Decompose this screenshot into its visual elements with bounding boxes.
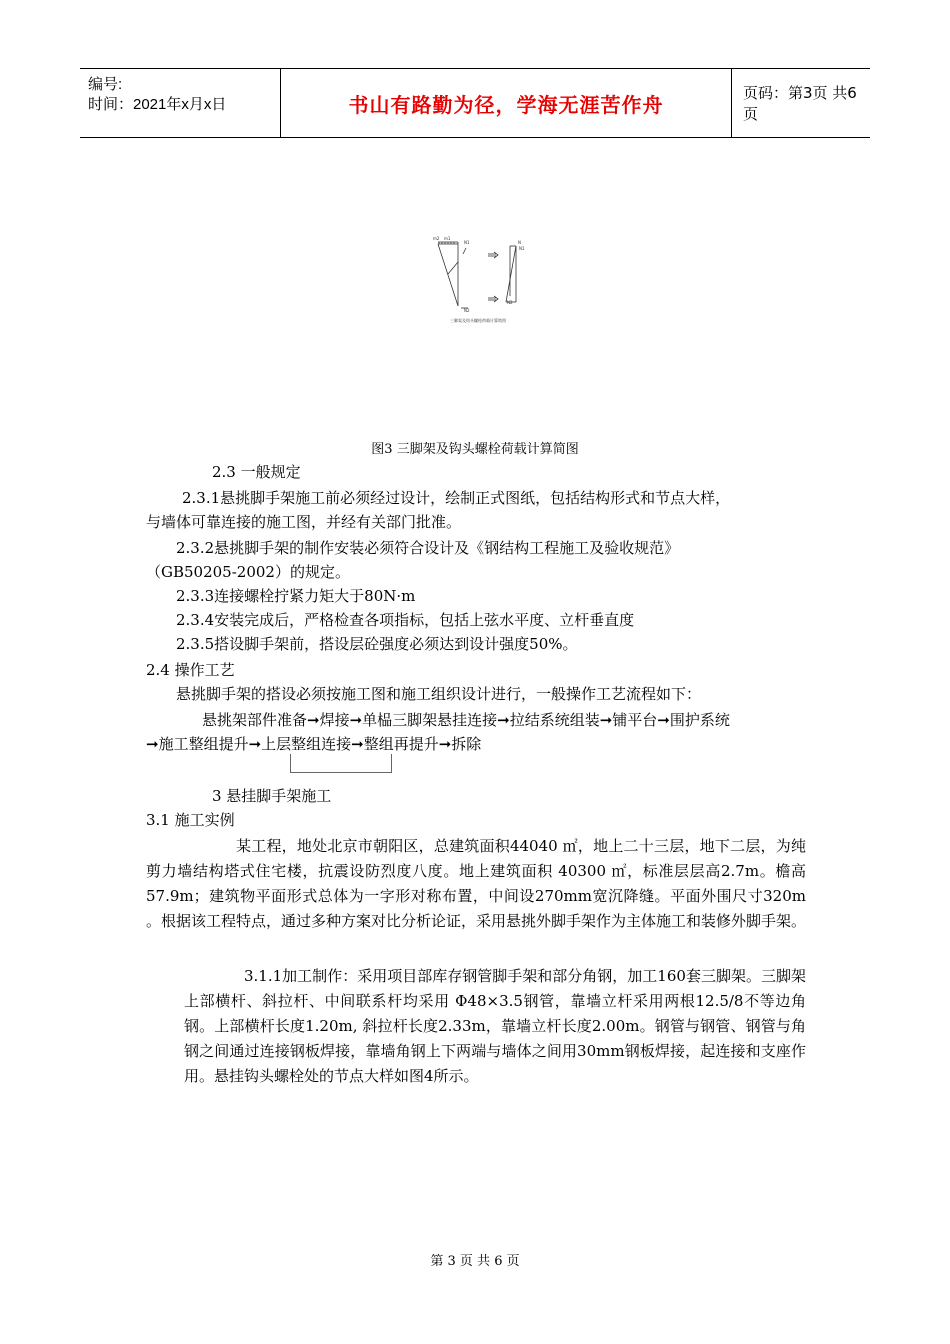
load-diagram-figure bbox=[430, 232, 530, 327]
para-2-3-5: 2.3.5搭设脚手架前，搭设层砼强度必须达到设计强度50%。 bbox=[176, 635, 578, 653]
process-flow-line1: 悬挑架部件准备➞焊接➞单榀三脚架悬挂连接➞拉结系统组装➞铺平台➞围护系统 bbox=[202, 711, 730, 729]
svg-text:m1: m1 bbox=[444, 236, 451, 241]
load-diagram bbox=[430, 232, 530, 327]
para-2-4-intro: 悬挑脚手架的搭设必须按施工图和施工组织设计进行，一般操作工艺流程如下： bbox=[176, 685, 702, 703]
svg-text:N1: N1 bbox=[519, 246, 525, 251]
svg-text:m2: m2 bbox=[433, 236, 440, 241]
page-header bbox=[80, 68, 870, 138]
para-2-3-1-line1: 2.3.1悬挑脚手架施工前必须经过设计，绘制正式图纸，包括结构形式和节点大样， bbox=[182, 489, 731, 507]
para-3-1-1: 3.1.1加工制作：采用项目部库存钢管脚手架和部分角钢，加工160套三脚架。三脚架上部横杆、斜拉杆、中间联系杆均采用 Φ48×3.5钢管，靠墙立杆采用两根12.5/8不等边角钢。上部横杆长度1.20m, 斜拉杆长度2.33m，靠墙立杆长度2.00m。钢管与钢管、钢管与角钢之间通过连接钢板焊接，靠墙角钢上下两端与墙体之间用30mm钢板焊接，起连接和支座作用。悬挂钩头螺栓处的节点大样如图4所示。 bbox=[184, 967, 806, 1085]
section-3-1-title: 3.1 施工实例 bbox=[146, 811, 235, 829]
document-time-label: 时间：2021年x月x日 bbox=[88, 96, 227, 113]
para-2-3-4: 2.3.4安装完成后，严格检查各项指标，包括上弦水平度、立杆垂直度 bbox=[176, 611, 635, 629]
svg-text:N: N bbox=[518, 240, 521, 245]
section-2-4-title: 2.4 操作工艺 bbox=[146, 661, 235, 679]
section-3-title: 3 悬挂脚手架施工 bbox=[212, 787, 332, 805]
header-page-code: 页码：第3页 共6页 bbox=[743, 84, 857, 123]
para-2-3-1-line2: 与墙体可靠连接的施工图，并经有关部门批准。 bbox=[146, 513, 462, 531]
header-motto: 书山有路勤为径，学海无涯苦作舟 bbox=[348, 92, 664, 117]
svg-text:N2: N2 bbox=[464, 308, 470, 313]
section-2-3-title: 2.3 一般规定 bbox=[212, 463, 301, 481]
document-number-label: 编号: bbox=[88, 76, 123, 93]
para-3-1: 某工程，地处北京市朝阳区，总建筑面积44040 ㎡，地上二十三层，地下二层，为纯剪力墙结构塔式住宅楼，抗震设防烈度八度。地上建筑面积 40300 ㎡，标准层层高2.7m。檐高57.9m；建筑物平面形式总体为一字形对称布置，中间设270mm宽沉降缝。平面外围尺寸320m 。根据该工程特点，通过多种方案对比分析论证，采用悬挑外脚手架作为主体施工和装修外脚手架。 bbox=[146, 837, 807, 930]
header-meta bbox=[80, 69, 280, 137]
para-2-3-2-line2: （GB50205-2002）的规定。 bbox=[146, 563, 350, 581]
figure-inner-caption: 三脚架及钩头螺栓荷载计算简图 bbox=[450, 318, 506, 323]
para-2-3-2-line1: 2.3.2悬挑脚手架的制作安装必须符合设计及《钢结构工程施工及验收规范》 bbox=[176, 539, 680, 557]
process-flow-line2: ➞施工整组提升➞上层整组连接➞整组再提升➞拆除 bbox=[146, 735, 482, 753]
svg-text:N1: N1 bbox=[464, 240, 470, 245]
figure-caption: 图3 三脚架及钩头螺栓荷载计算简图 bbox=[371, 442, 579, 457]
header-motto-cell bbox=[280, 69, 732, 137]
para-2-3-3: 2.3.3连接螺栓拧紧力矩大于80N·m bbox=[176, 587, 416, 605]
svg-text:N2: N2 bbox=[507, 300, 513, 305]
page-footer: 第 3 页 共 6 页 bbox=[430, 1254, 520, 1269]
header-page-cell bbox=[731, 69, 870, 137]
process-loop-bracket bbox=[290, 754, 392, 773]
